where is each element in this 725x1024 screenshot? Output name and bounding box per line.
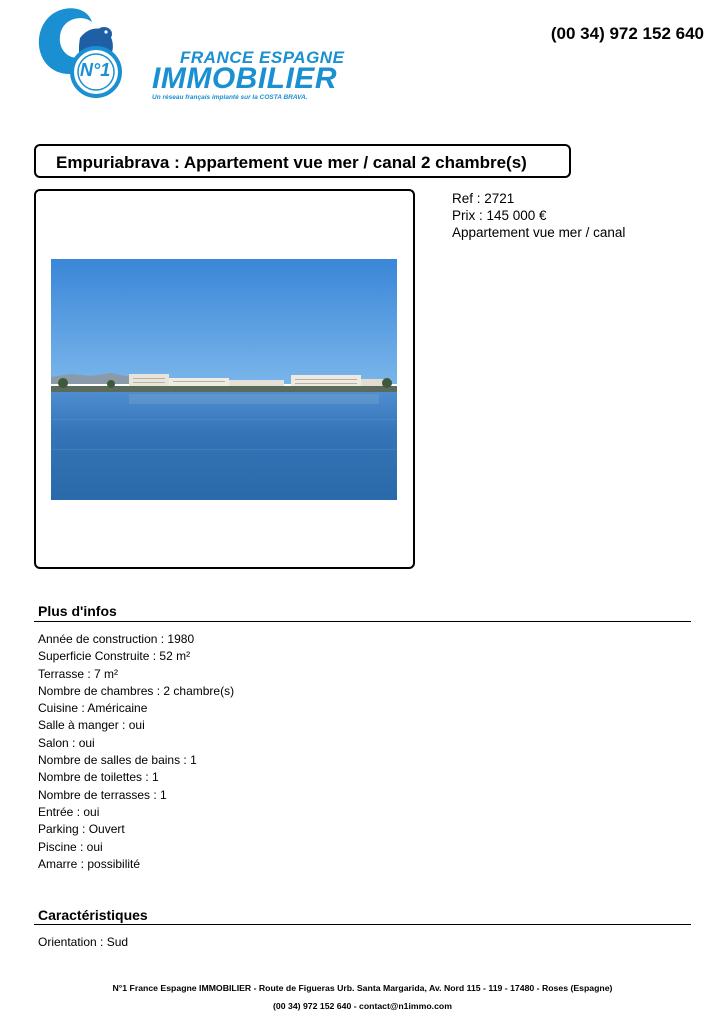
logo-line2: IMMOBILIER (152, 62, 337, 95)
info-item: Nombre de chambres : 2 chambre(s) (38, 683, 235, 698)
photo-frame (34, 189, 415, 569)
info-item: Nombre de salles de bains : 1 (38, 753, 197, 768)
info-item: Salon : oui (38, 735, 95, 750)
agency-logo (32, 4, 345, 104)
logo-line1: FRANCE ESPAGNE (180, 48, 345, 67)
info-item: Nombre de toilettes : 1 (38, 770, 159, 785)
listing-ref: Ref : 2721 (452, 191, 515, 206)
logo-badge: N°1 (80, 60, 111, 80)
info-item: Terrasse : 7 m² (38, 666, 119, 681)
info-item: Salle à manger : oui (38, 718, 145, 733)
infos-heading: Plus d'infos (38, 603, 117, 619)
infos-divider (34, 621, 691, 622)
listing-title-box (34, 144, 571, 178)
caracteristique-item: Orientation : Sud (38, 935, 129, 949)
logo-tagline: Un réseau français implanté sur la COSTA BRAVA. (152, 94, 308, 101)
footer-address: N°1 France Espagne IMMOBILIER - Route de Figueras Urb. Santa Margarida, Av. Nord 115 - 119 - 17480 - Roses (Espagne) (112, 983, 613, 993)
info-item: Entrée : oui (38, 804, 100, 819)
info-item: Piscine : oui (38, 839, 103, 854)
listing-summary (452, 190, 625, 241)
caracteristiques-list (38, 935, 128, 949)
listing-title: Empuriabrava : Appartement vue mer / canal 2 chambre(s) (56, 153, 527, 172)
infos-list (38, 631, 234, 873)
info-item: Cuisine : Américaine (38, 701, 148, 716)
listing-description: Appartement vue mer / canal (452, 225, 626, 240)
info-item: Nombre de terrasses : 1 (38, 787, 167, 802)
info-item: Amarre : possibilité (38, 856, 141, 871)
listing-price: Prix : 145 000 € (452, 208, 547, 223)
header-phone[interactable]: (00 34) 972 152 640 (550, 24, 704, 43)
info-item: Parking : Ouvert (38, 822, 125, 837)
caracteristiques-divider (34, 924, 691, 925)
info-item: Année de construction : 1980 (38, 632, 195, 646)
property-photo (51, 259, 397, 500)
caracteristiques-heading: Caractéristiques (38, 907, 148, 923)
footer-contact[interactable]: (00 34) 972 152 640 - contact@n1immo.com (273, 1001, 452, 1011)
info-item: Superficie Construite : 52 m² (38, 649, 191, 664)
